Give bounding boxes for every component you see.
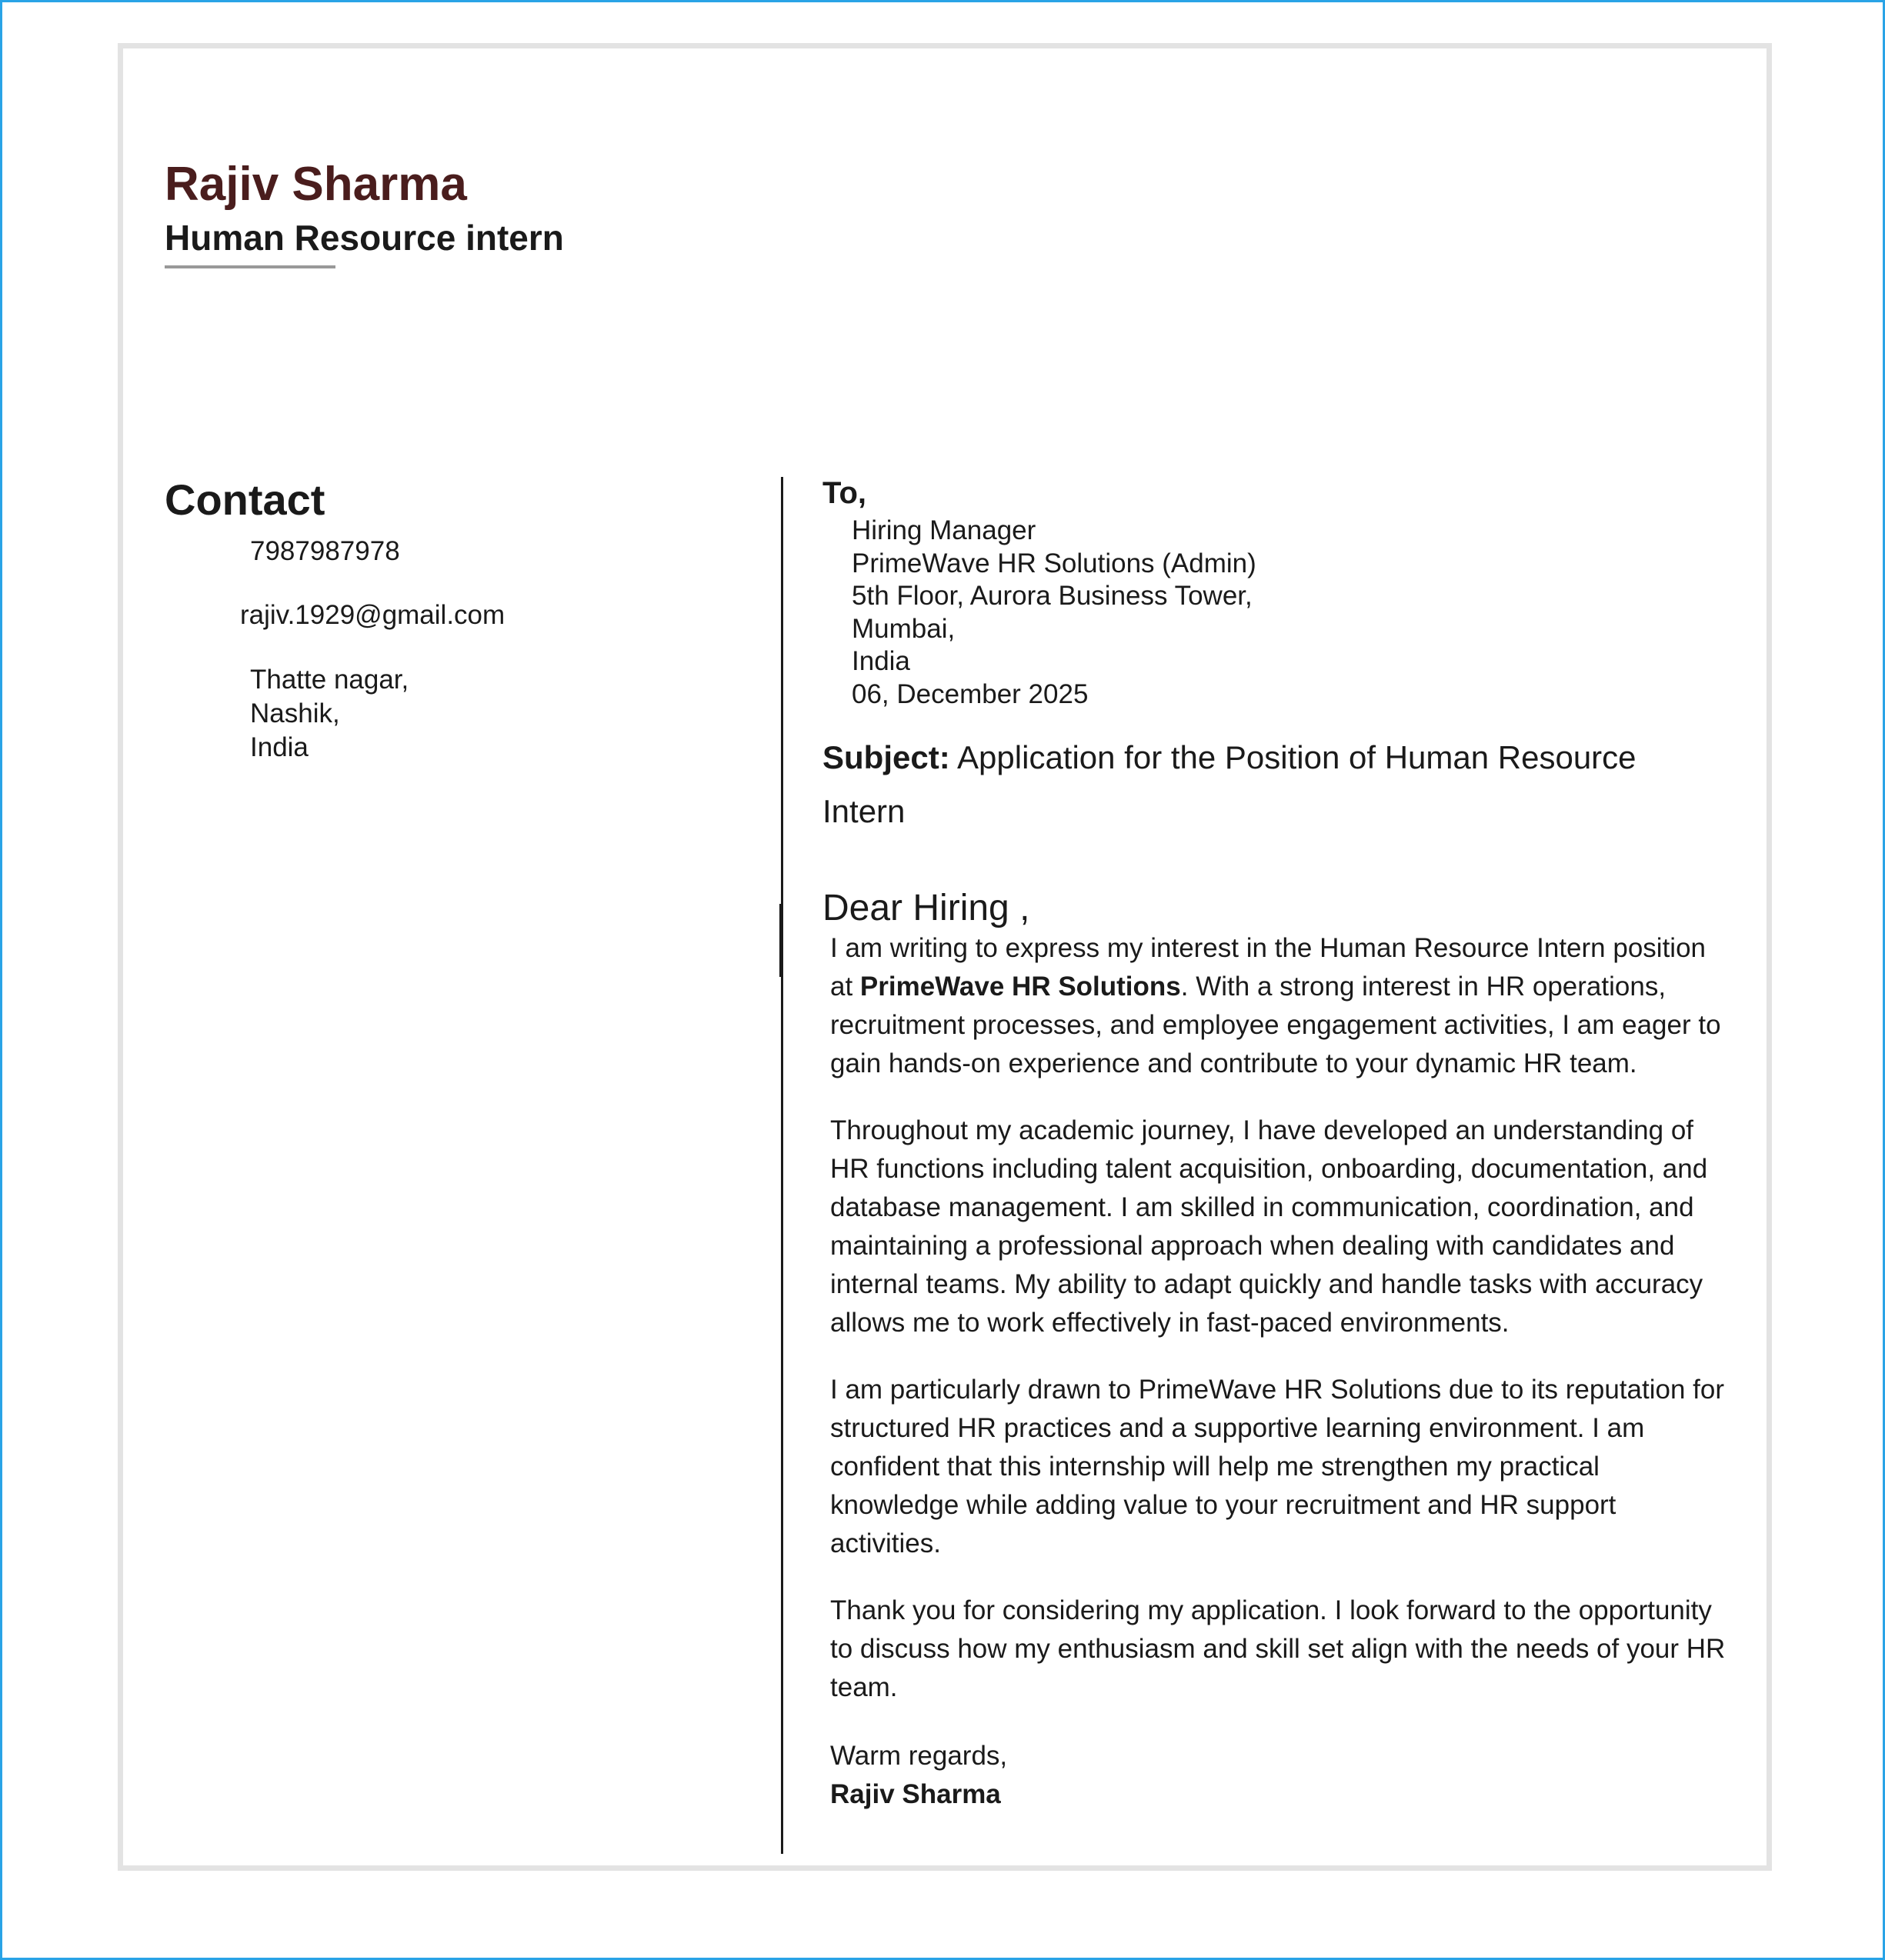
contact-heading: Contact [165, 475, 325, 524]
closing-block [830, 1737, 1007, 1814]
applicant-role: Human Resource intern [165, 218, 564, 258]
address-line: Thatte nagar, [250, 665, 409, 695]
body-paragraph-3: I am particularly drawn to PrimeWave HR Solutions due to its reputation for structured HR practices and a supportive learning environment. I am confident that this internship will help me strengthen my practical knowledge while adding value to your recruitment and HR support activities. [830, 1375, 1724, 1558]
recipient-line: 5th Floor, Aurora Business Tower, [852, 581, 1253, 611]
subject-line [822, 731, 1707, 838]
recipient-line: Hiring Manager [852, 515, 1036, 545]
subject-text: Application for the Position of Human Resource Intern [822, 739, 1636, 829]
body-paragraph-1 [830, 929, 1734, 1083]
address-line: Nashik, [250, 698, 340, 728]
closing-phrase: Warm regards, [830, 1741, 1008, 1771]
para1-text-after: . With a strong interest in HR operations, recruitment processes, and employee engagement activities, I am eager to gain hands-on experience and contribute to your dynamic HR team. [830, 972, 1721, 1078]
body-paragraph-4: Thank you for considering my application. I look forward to the opportunity to discuss how my enthusiasm and skill set align with the needs of your HR team. [830, 1595, 1726, 1702]
body-paragraph-2: Throughout my academic journey, I have developed an understanding of HR functions including talent acquisition, onboarding, documentation, and database management. I am skilled in communication, coordination, and maintaining a professional approach when dealing with candidates and internal teams. My ability to adapt quickly and handle tasks with accuracy allows me to work effectively in fast-paced environments. [830, 1115, 1708, 1338]
recipient-line: PrimeWave HR Solutions (Admin) [852, 548, 1256, 578]
recipient-block [852, 515, 1256, 711]
column-divider [781, 477, 783, 1854]
letter-body [830, 929, 1734, 1735]
recipient-line: India [852, 646, 910, 676]
column-divider-accent [779, 904, 783, 977]
applicant-name: Rajiv Sharma [165, 158, 467, 211]
contact-email: rajiv.1929@gmail.com [240, 600, 505, 630]
para1-text-before: I am writing to express my interest in the Human Resource Intern position at [830, 933, 1706, 1002]
header-underline [165, 265, 335, 268]
company-name: PrimeWave HR Solutions [859, 972, 1181, 1002]
signature-name: Rajiv Sharma [830, 1779, 1001, 1809]
recipient-line: Mumbai, [852, 613, 956, 644]
letter-date: 06, December 2025 [852, 678, 1089, 709]
address-line: India [250, 732, 309, 762]
subject-label: Subject: [822, 739, 950, 775]
contact-address [250, 663, 409, 765]
salutation: Dear Hiring , [822, 888, 1030, 928]
to-label: To, [822, 476, 867, 510]
contact-phone: 7987987978 [250, 536, 400, 566]
